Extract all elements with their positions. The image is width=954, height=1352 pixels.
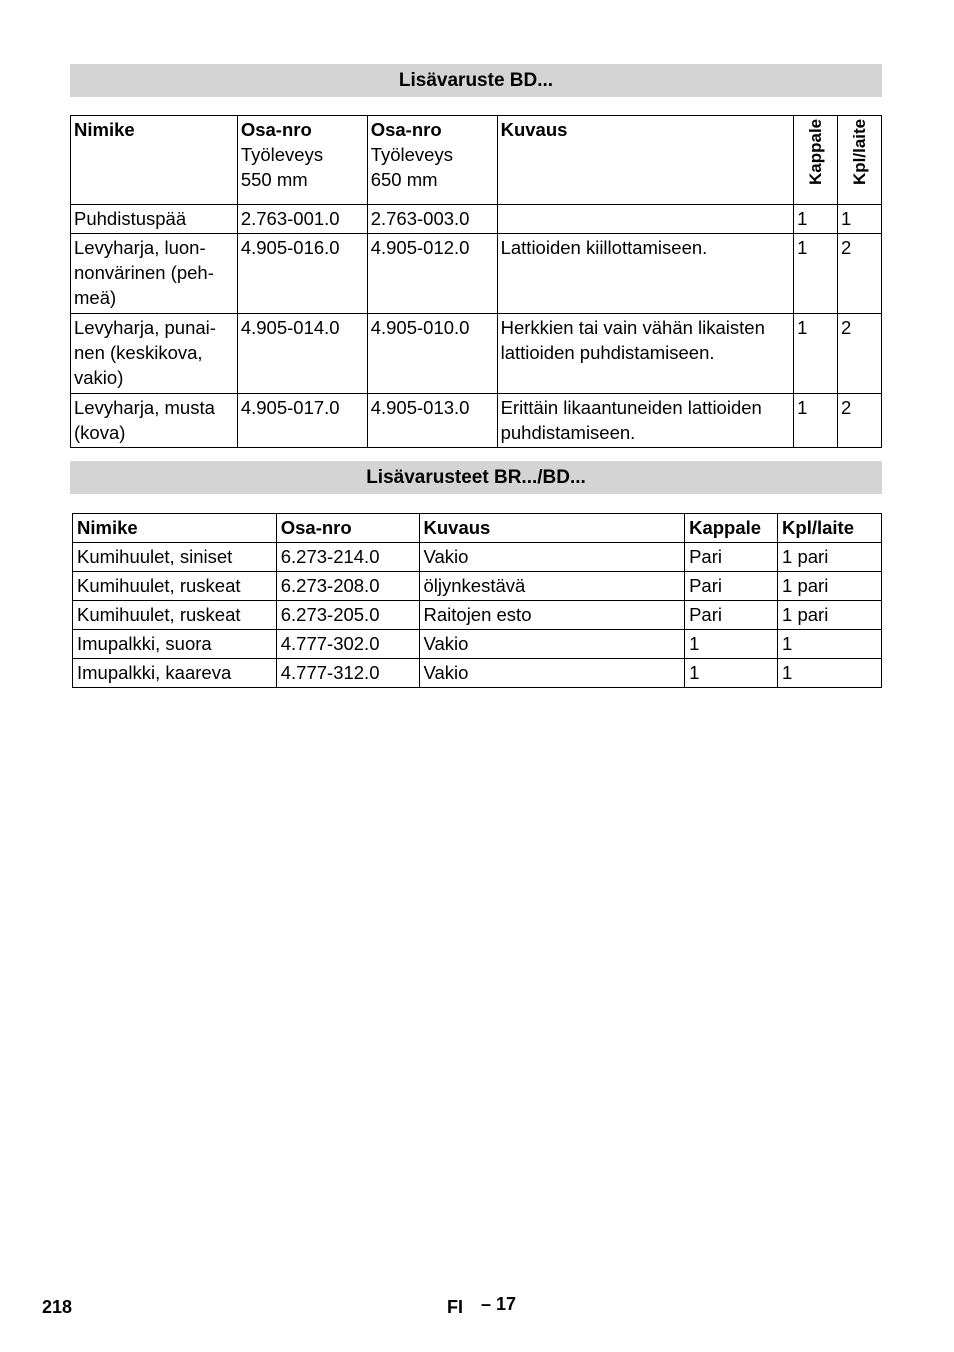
accessory-br-bd-table [72,513,882,688]
header-osa-nro-650: Osa-nro Työleveys 650 mm [367,116,497,205]
header-kappale: Kappale [685,514,778,543]
header-kpl-laite: Kpl/laite [778,514,882,543]
cell-nimike: Imupalkki, kaareva [73,659,277,688]
cell-osa-nro: 6.273-205.0 [276,601,419,630]
header-kuvaus: Kuvaus [419,514,685,543]
cell-kuvaus: Erittäin likaantuneiden lattioiden puhdistamiseen. [497,394,794,448]
local-page-number: – 17 [481,1294,517,1314]
cell-kuvaus [497,205,794,234]
cell-kpl-laite: 2 [838,394,882,448]
table-row [73,572,882,601]
cell-nimike: Kumihuulet, siniset [73,543,277,572]
cell-nimike: Levyharja, punai- nen (keskikova, vakio) [71,314,238,394]
header-osa-nro-550: Osa-nro Työleveys 550 mm [237,116,367,205]
table-row [71,394,882,448]
cell-kappale: 1 [685,659,778,688]
cell-kpl-laite: 2 [838,314,882,394]
cell-kpl-laite: 1 pari [778,601,882,630]
cell-kuvaus: Herkkien tai vain vähän likaisten lattioiden puhdistamiseen. [497,314,794,394]
cell-kappale: Pari [685,543,778,572]
cell-kuvaus: Lattioiden kiillottamiseen. [497,234,794,314]
cell-osa-nro: 6.273-214.0 [276,543,419,572]
cell-osa-nro: 6.273-208.0 [276,572,419,601]
cell-kpl-laite: 1 [778,659,882,688]
cell-kappale: 1 [794,234,838,314]
header-nimike: Nimike [71,116,238,205]
cell-kappale: 1 [794,314,838,394]
cell-kuvaus: öljynkestävä [419,572,685,601]
cell-kpl-laite: 1 pari [778,572,882,601]
cell-osa-nro: 4.777-312.0 [276,659,419,688]
cell-osa-nro-550: 4.905-014.0 [237,314,367,394]
header-kpl-laite: Kpl/laite [838,116,882,205]
cell-kappale: 1 [794,205,838,234]
accessory-bd-table [70,115,882,448]
cell-kappale: 1 [794,394,838,448]
language-code: FI [447,1297,463,1317]
cell-kpl-laite: 2 [838,234,882,314]
cell-osa-nro-650: 2.763-003.0 [367,205,497,234]
cell-osa-nro-550: 4.905-016.0 [237,234,367,314]
header-osa-nro: Osa-nro [276,514,419,543]
table-row [73,659,882,688]
cell-osa-nro-650: 4.905-012.0 [367,234,497,314]
table-header-row [71,116,882,205]
header-nimike: Nimike [73,514,277,543]
cell-osa-nro-550: 2.763-001.0 [237,205,367,234]
cell-osa-nro-550: 4.905-017.0 [237,394,367,448]
cell-nimike: Kumihuulet, ruskeat [73,572,277,601]
cell-nimike: Kumihuulet, ruskeat [73,601,277,630]
cell-nimike: Levyharja, luon- nonvärinen (peh- meä) [71,234,238,314]
cell-kpl-laite: 1 [838,205,882,234]
table-row [71,234,882,314]
table-row [73,601,882,630]
cell-osa-nro-650: 4.905-013.0 [367,394,497,448]
cell-kuvaus: Raitojen esto [419,601,685,630]
cell-kappale: Pari [685,572,778,601]
cell-kuvaus: Vakio [419,659,685,688]
cell-kuvaus: Vakio [419,630,685,659]
header-kappale: Kappale [794,116,838,205]
page-number: 218 [42,1297,73,1317]
cell-nimike: Levyharja, musta (kova) [71,394,238,448]
table-row [71,205,882,234]
cell-kpl-laite: 1 [778,630,882,659]
header-kuvaus: Kuvaus [497,116,794,205]
table-row [73,630,882,659]
cell-kpl-laite: 1 pari [778,543,882,572]
section-title-accessory-bd: Lisävaruste BD... [70,64,882,97]
table-row [73,543,882,572]
cell-nimike: Puhdistuspää [71,205,238,234]
cell-kuvaus: Vakio [419,543,685,572]
table-row [71,314,882,394]
table-header-row [73,514,882,543]
cell-kappale: Pari [685,601,778,630]
cell-nimike: Imupalkki, suora [73,630,277,659]
cell-kappale: 1 [685,630,778,659]
cell-osa-nro: 4.777-302.0 [276,630,419,659]
section-title-accessory-br-bd: Lisävarusteet BR.../BD... [70,461,882,494]
cell-osa-nro-650: 4.905-010.0 [367,314,497,394]
